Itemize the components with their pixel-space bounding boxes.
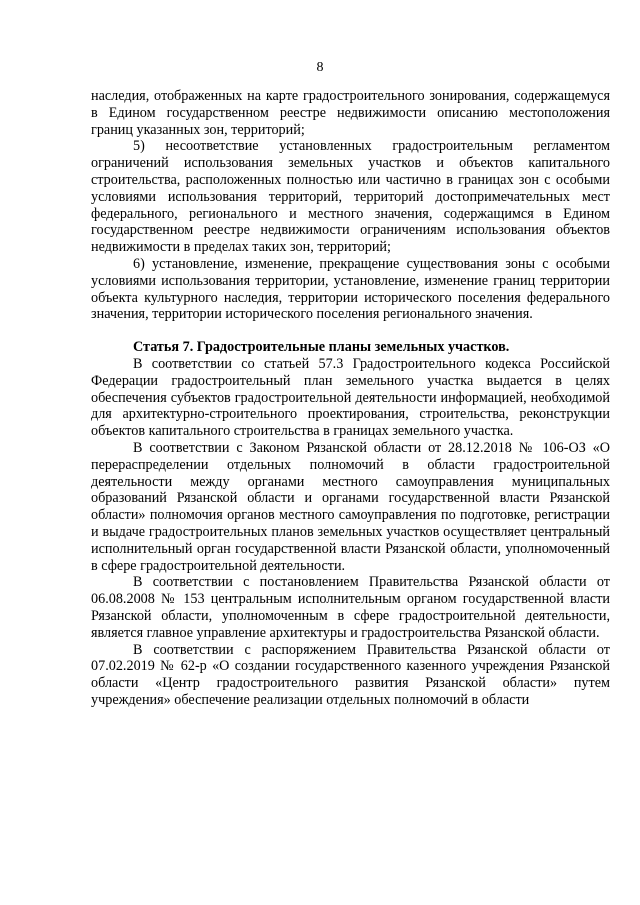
paragraph-continuation: наследия, отображенных на карте градостроительного зонирования, содержащемуся в Едином государственном реестре недвижимости описанию местоположения границ указанных зон, территорий; [91, 88, 610, 138]
list-item-5: 5) несоответствие установленных градостроительным регламентом ограничений использования земельных участков и объектов капитального строительства, расположенных полностью или частично в границах зон с особыми условиями использования территорий, территорий достопримечательных мест федерального, регионального и местного значения, содержащимся в Едином государственном реестре недвижимости ограничениям использования объектов недвижимости в пределах таких зон, территорий; [91, 138, 610, 256]
article-paragraph-1: В соответствии со статьей 57.3 Градостроительного кодекса Российской Федерации градостроительный план земельного участка выдается в целях обеспечения субъектов градостроительной деятельности информацией, необходимой для архитектурно-строительного проектирования, строительства, реконструкции объектов капитального строительства в границах земельного участка. [91, 355, 610, 440]
list-item-6: 6) установление, изменение, прекращение существования зоны с особыми условиями использования территории, установление, изменение границ территории объекта культурного наследия, территории исторического поселения федерального значения, территории исторического поселения регионального значения. [91, 255, 610, 323]
article-paragraph-3: В соответствии с постановлением Правительства Рязанской области от 06.08.2008 № 153 центральным исполнительным органом государственной власти Рязанской области, уполномоченным в сфере градостроительной деятельности, является главное управление архитектуры и градостроительства Рязанской области. [91, 574, 610, 641]
page-number: 8 [316, 60, 324, 75]
article-heading: Статья 7. Градостроительные планы земельных участков. [133, 339, 510, 356]
article-paragraph-2: В соответствии с Законом Рязанской области от 28.12.2018 № 106-ОЗ «О перераспределении отдельных полномочий в области градостроительной деятельности между органами местного самоуправления муниципальных образований Рязанской области и органами государственной власти Рязанской области» полномочия органов местного самоуправления по подготовке, регистрации и выдаче градостроительных планов земельных участков осуществляет центральный исполнительный орган государственной власти Рязанской области, уполномоченный в сфере градостроительной деятельности. [91, 439, 610, 574]
document-body [91, 88, 610, 709]
article-paragraph-4: В соответствии с распоряжением Правительства Рязанской области от 07.02.2019 № 62-р «О создании государственного казенного учреждения Рязанской области «Центр градостроительного развития Рязанской области» путем учреждения» обеспечение реализации отдельных полномочий в области [91, 641, 610, 708]
